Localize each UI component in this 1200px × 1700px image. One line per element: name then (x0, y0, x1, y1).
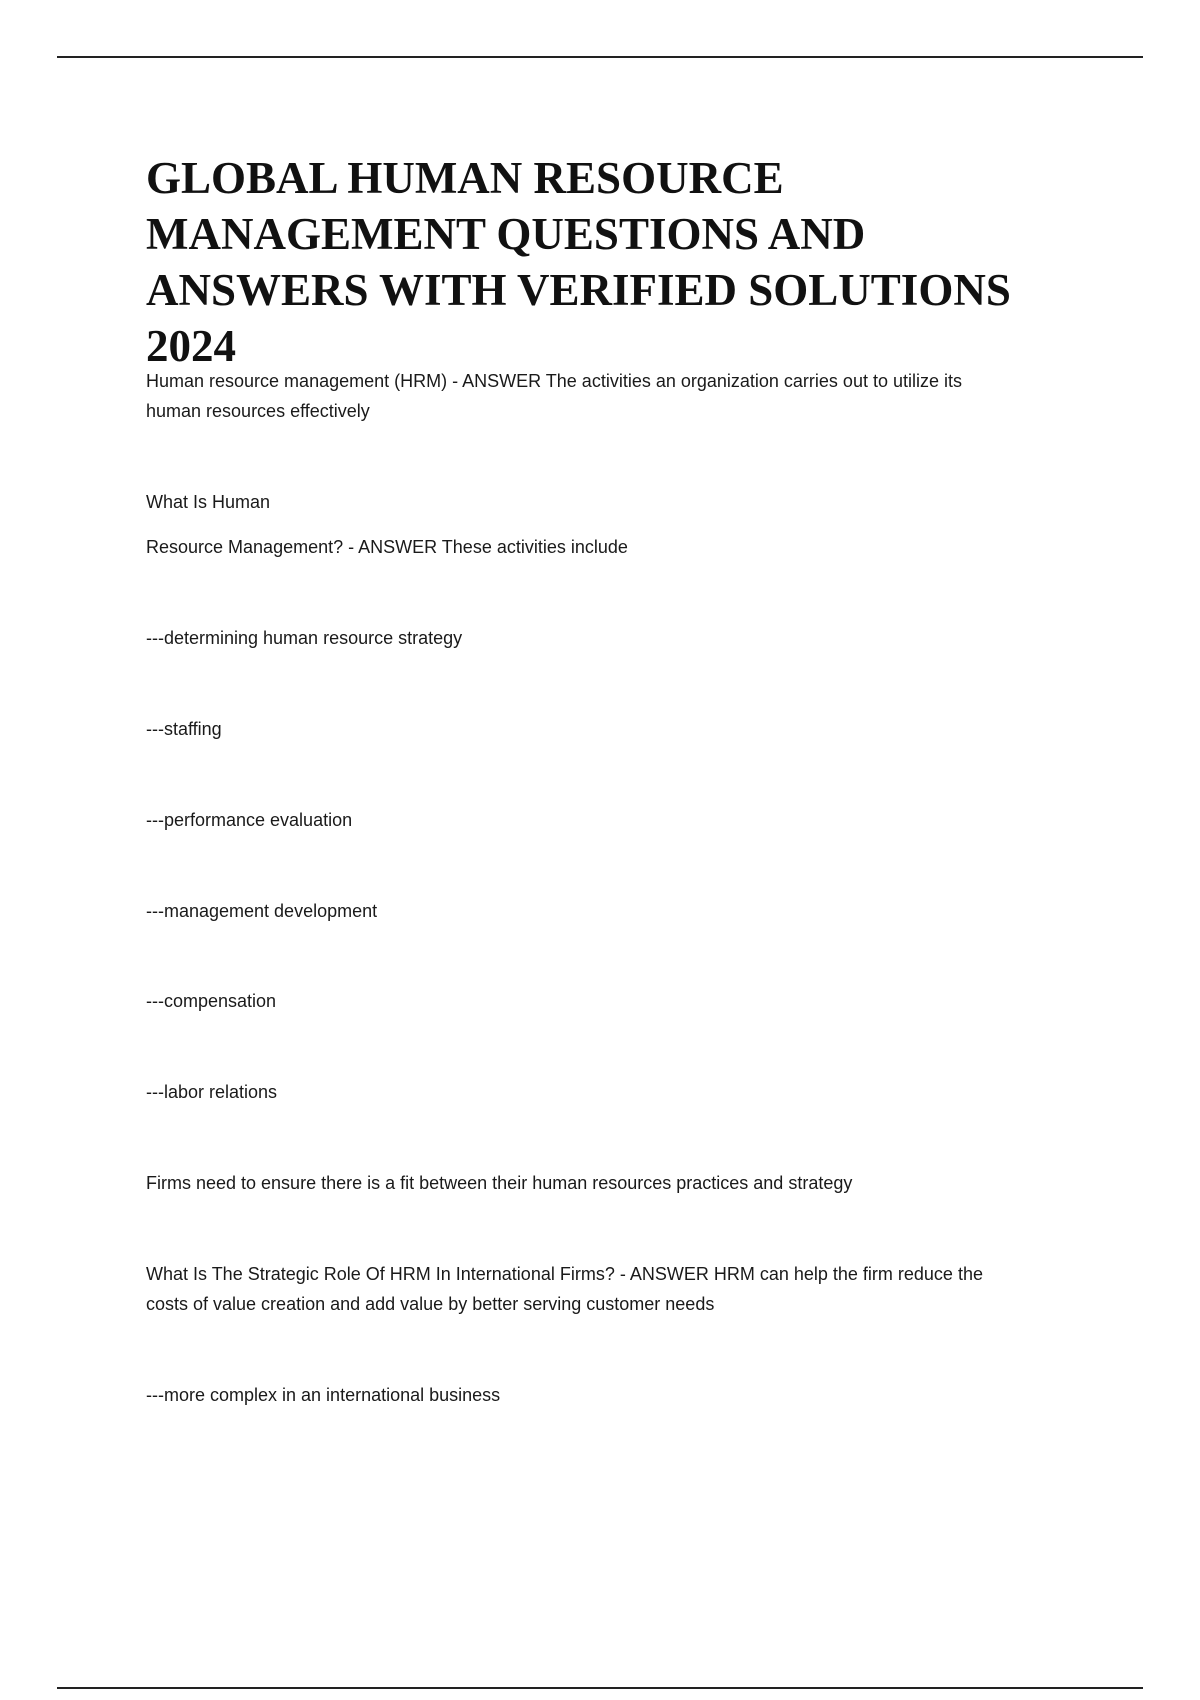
list-item: ---performance evaluation (146, 810, 353, 830)
list-item: ---more complex in an international business (146, 1385, 501, 1405)
title-line: 2024 (146, 321, 236, 371)
question-line: What Is Human (146, 492, 271, 512)
top-divider (57, 56, 1143, 58)
bottom-divider (57, 1687, 1143, 1689)
list-item: ---compensation (146, 991, 277, 1011)
title-line: MANAGEMENT QUESTIONS AND (146, 209, 866, 259)
question-line: What Is The Strategic Role Of HRM In International Firms? - ANSWER HRM can help the firm reduce the (146, 1264, 983, 1284)
question-line: Resource Management? - ANSWER These activities include (146, 537, 628, 557)
hrm-definition-line: human resources effectively (146, 401, 370, 421)
list-item: ---determining human resource strategy (146, 628, 463, 648)
hrm-definition-line: Human resource management (HRM) - ANSWER The activities an organization carries out to utilize its (146, 371, 962, 391)
title-line: ANSWERS WITH VERIFIED SOLUTIONS (146, 265, 1011, 315)
list-item: ---labor relations (146, 1082, 278, 1102)
paragraph: Firms need to ensure there is a fit between their human resources practices and strategy (146, 1173, 853, 1193)
title-line: GLOBAL HUMAN RESOURCE (146, 153, 784, 203)
document-title (146, 150, 1146, 374)
list-item: ---staffing (146, 719, 222, 739)
question-line: costs of value creation and add value by better serving customer needs (146, 1294, 715, 1314)
list-item: ---management development (146, 901, 378, 921)
